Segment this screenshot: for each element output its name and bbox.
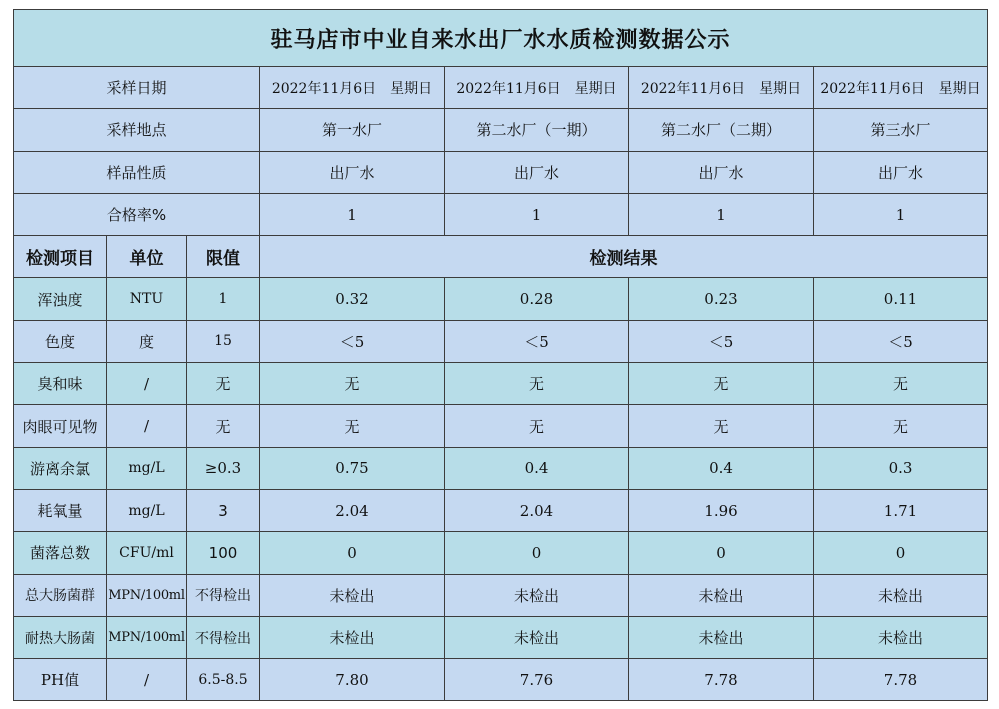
row-value: 0.4 <box>445 447 629 489</box>
row-item: 游离余氯 <box>14 447 107 489</box>
row-unit: / <box>107 405 187 447</box>
row-item: 臭和味 <box>14 363 107 405</box>
row-value: 0 <box>814 532 988 574</box>
info-label: 采样地点 <box>14 109 260 151</box>
row-unit: / <box>107 363 187 405</box>
table-row <box>14 405 988 447</box>
row-unit: / <box>107 659 187 701</box>
info-value: 1 <box>445 193 629 235</box>
info-value: 出厂水 <box>629 151 814 193</box>
row-value: ＜5 <box>629 320 814 362</box>
row-item: 菌落总数 <box>14 532 107 574</box>
info-value: 2022年11月6日 星期日 <box>814 67 988 109</box>
row-limit: 1 <box>187 278 260 320</box>
row-value: 无 <box>814 405 988 447</box>
row-limit: 无 <box>187 405 260 447</box>
water-quality-table <box>13 9 988 701</box>
row-value: 0 <box>445 532 629 574</box>
table-row <box>14 278 988 320</box>
info-label: 采样日期 <box>14 67 260 109</box>
info-value: 第三水厂 <box>814 109 988 151</box>
row-limit: ≥0.3 <box>187 447 260 489</box>
row-item: 色度 <box>14 320 107 362</box>
column-header-row <box>14 236 988 278</box>
info-value: 1 <box>629 193 814 235</box>
header-item: 检测项目 <box>14 236 107 278</box>
table-row <box>14 659 988 701</box>
row-value: 未检出 <box>629 574 814 616</box>
info-row-pass-rate <box>14 193 988 235</box>
info-value: 第二水厂（一期） <box>445 109 629 151</box>
row-value: 未检出 <box>445 616 629 658</box>
row-value: 2.04 <box>260 489 445 531</box>
row-unit: mg/L <box>107 489 187 531</box>
row-value: 无 <box>445 363 629 405</box>
row-value: 7.76 <box>445 659 629 701</box>
row-value: 0.3 <box>814 447 988 489</box>
info-value: 出厂水 <box>814 151 988 193</box>
row-item: 浑浊度 <box>14 278 107 320</box>
row-value: 未检出 <box>814 616 988 658</box>
info-value: 出厂水 <box>260 151 445 193</box>
row-limit: 15 <box>187 320 260 362</box>
row-unit: 度 <box>107 320 187 362</box>
row-value: ＜5 <box>260 320 445 362</box>
info-value: 2022年11月6日 星期日 <box>260 67 445 109</box>
row-value: 0 <box>260 532 445 574</box>
info-value: 出厂水 <box>445 151 629 193</box>
row-value: 无 <box>814 363 988 405</box>
info-value: 2022年11月6日 星期日 <box>445 67 629 109</box>
row-value: 无 <box>260 363 445 405</box>
table-row <box>14 320 988 362</box>
row-value: 0.4 <box>629 447 814 489</box>
row-value: 7.78 <box>814 659 988 701</box>
table-row <box>14 489 988 531</box>
title-row <box>14 10 988 67</box>
row-limit: 无 <box>187 363 260 405</box>
row-limit: 不得检出 <box>187 574 260 616</box>
info-value: 第一水厂 <box>260 109 445 151</box>
row-value: 0.28 <box>445 278 629 320</box>
info-row-sampling-site <box>14 109 988 151</box>
info-label: 合格率% <box>14 193 260 235</box>
table-row <box>14 616 988 658</box>
row-item: 肉眼可见物 <box>14 405 107 447</box>
table-row <box>14 532 988 574</box>
row-value: 未检出 <box>629 616 814 658</box>
row-value: 0.23 <box>629 278 814 320</box>
row-value: 1.96 <box>629 489 814 531</box>
row-value: 无 <box>629 405 814 447</box>
row-value: 7.80 <box>260 659 445 701</box>
row-item: 耗氧量 <box>14 489 107 531</box>
row-value: 无 <box>629 363 814 405</box>
row-item: 耐热大肠菌 <box>14 616 107 658</box>
row-value: 1.71 <box>814 489 988 531</box>
row-value: 未检出 <box>260 574 445 616</box>
info-row-sampling-date <box>14 67 988 109</box>
info-value: 1 <box>814 193 988 235</box>
info-row-sample-type <box>14 151 988 193</box>
row-value: 0.75 <box>260 447 445 489</box>
row-item: PH值 <box>14 659 107 701</box>
table-row <box>14 574 988 616</box>
info-label: 样品性质 <box>14 151 260 193</box>
row-value: 0.32 <box>260 278 445 320</box>
row-value: 7.78 <box>629 659 814 701</box>
row-value: ＜5 <box>445 320 629 362</box>
header-limit: 限值 <box>187 236 260 278</box>
header-result: 检测结果 <box>260 236 988 278</box>
row-value: 无 <box>260 405 445 447</box>
row-value: 未检出 <box>260 616 445 658</box>
row-value: 未检出 <box>445 574 629 616</box>
table-row <box>14 447 988 489</box>
info-value: 第二水厂（二期） <box>629 109 814 151</box>
row-value: 2.04 <box>445 489 629 531</box>
row-unit: MPN/100ml <box>107 616 187 658</box>
row-value: 无 <box>445 405 629 447</box>
header-unit: 单位 <box>107 236 187 278</box>
row-value: 0 <box>629 532 814 574</box>
row-unit: mg/L <box>107 447 187 489</box>
info-value: 1 <box>260 193 445 235</box>
row-unit: NTU <box>107 278 187 320</box>
row-value: ＜5 <box>814 320 988 362</box>
table-row <box>14 363 988 405</box>
row-limit: 100 <box>187 532 260 574</box>
row-item: 总大肠菌群 <box>14 574 107 616</box>
row-unit: MPN/100ml <box>107 574 187 616</box>
info-value: 2022年11月6日 星期日 <box>629 67 814 109</box>
row-limit: 3 <box>187 489 260 531</box>
row-value: 0.11 <box>814 278 988 320</box>
row-limit: 不得检出 <box>187 616 260 658</box>
row-value: 未检出 <box>814 574 988 616</box>
row-unit: CFU/ml <box>107 532 187 574</box>
page-title: 驻马店市中业自来水出厂水水质检测数据公示 <box>14 10 988 67</box>
row-limit: 6.5-8.5 <box>187 659 260 701</box>
